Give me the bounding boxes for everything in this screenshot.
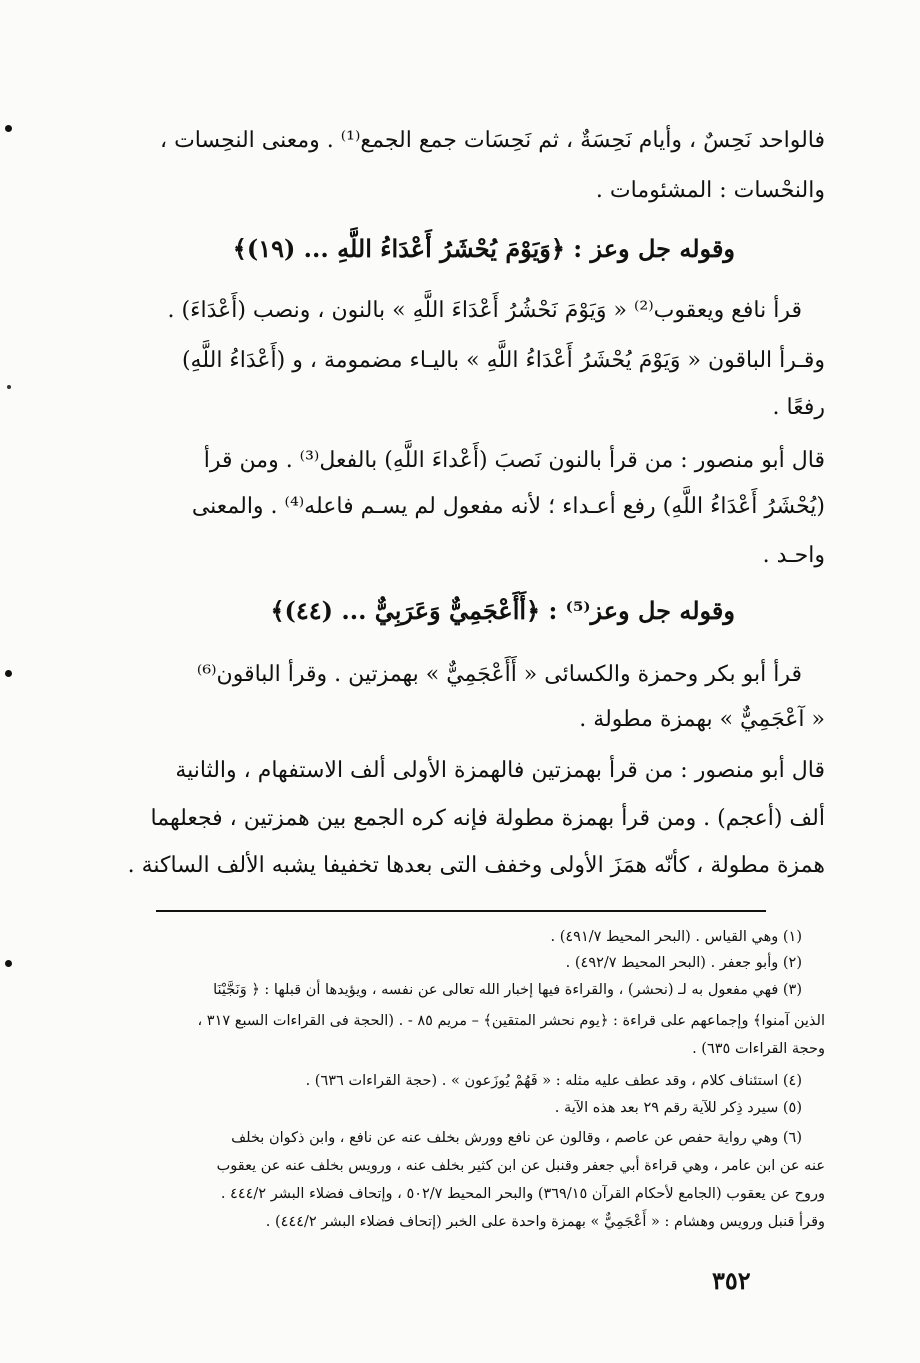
verse-heading: وقوله جل وعز⁽⁵⁾ : ﴿أَأَعْجَمِيٌّ وَعَرَبِيٌّ ... (٤٤)﴾ — [270, 596, 735, 625]
margin-mark — [5, 125, 12, 132]
footnote: وحجة القراءات ٦٣٥) . — [692, 1041, 825, 1057]
footnote: (٥) سيرد ذِكر للآية رقم ٢٩ بعد هذه الآية . — [554, 1100, 802, 1116]
body-line: والنحْسات : المشئومات . — [595, 178, 825, 203]
margin-mark — [7, 385, 11, 389]
body-line: قرأ نافع ويعقوب⁽²⁾ « وَيَوْمَ نَحْشُرُ أَعْدَاءَ اللَّهِ » بالنون ، ونصب (أَعْدَاءَ) . — [167, 298, 802, 323]
body-line: رفعًا . — [772, 395, 825, 420]
footnote: (٤) استئناف كلام ، وقد عطف عليه مثله : « فَهُمْ يُوزَعون » . (حجة القراءات ٦٣٦) . — [305, 1073, 802, 1089]
body-line: قرأ أبو بكر وحمزة والكسائى « أَأَعْجَمِيٌّ » بهمزتين . وقرأ الباقون⁽⁶⁾ — [196, 662, 802, 687]
verse-heading: وقوله جل وعز : ﴿وَيَوْمَ يُحْشَرُ أَعْدَاءُ اللَّهِ ... (١٩)﴾ — [232, 234, 735, 263]
footnote-separator — [156, 910, 766, 912]
body-line: واحـد . — [762, 543, 825, 568]
body-line: وقـرأ الباقون « وَيَوْمَ يُحْشَرُ أَعْدَاءُ اللَّهِ » باليـاء مضمومة ، و (أَعْدَاءُ اللَّهِ) — [181, 348, 825, 373]
body-line: همزة مطولة ، كأنّه همَزَ الأولى وخفف التى بعدها تخفيفا يشبه الألف الساكنة . — [127, 853, 825, 878]
body-line: (يُحْشَرُ أَعْدَاءُ اللَّهِ) رفع أعـداء ؛ لأنه مفعول لم يسـم فاعله⁽⁴⁾ . والمعنى — [191, 494, 825, 519]
margin-mark — [5, 960, 12, 967]
footnote: (٦) وهي رواية حفص عن عاصم ، وقالون عن نافع وورش بخلف عنه عن نافع ، وابن ذكوان بخلف — [231, 1130, 802, 1146]
body-line: فالواحد نَحِسٌ ، وأيام نَحِسَةٌ ، ثم نَحِسَات جمع الجمع⁽¹⁾ . ومعنى النحِسات ، — [160, 128, 825, 153]
body-line: قال أبو منصور : من قرأ بهمزتين فالهمزة الأولى ألف الاستفهام ، والثانية — [175, 758, 825, 783]
body-line: « آعْجَمِيٌّ » بهمزة مطولة . — [579, 707, 825, 732]
margin-mark — [5, 670, 12, 677]
footnote: الذين آمنوا﴾ وإجماعهم على قراءة : ﴿يوم نحشر المتقين﴾ – مريم ٨٥ - . (الحجة فى القراءات السبع ٣١٧ ، — [197, 1013, 825, 1029]
footnote: (٣) فهي مفعول به لـ (نحشر) ، والقراءة فيها إخبار الله تعالى عن نفسه ، ويؤيدها أن قبلها : ﴿ وَنَجَّيْنَا — [213, 982, 802, 998]
body-line: ألف (أعجم) . ومن قرأ بهمزة مطولة فإنه كره الجمع بين همزتين ، فجعلهما — [150, 806, 825, 831]
footnote: وقرأ قنبل ورويس وهشام : « أَعْجَمِيٌّ » بهمزة واحدة على الخبر (إتحاف فضلاء البشر ٤٤٤/٢) . — [265, 1214, 825, 1230]
footnote: (١) وهي القياس . (البحر المحيط ٤٩١/٧) . — [550, 929, 802, 945]
footnote: (٢) وأبو جعفر . (البحر المحيط ٤٩٢/٧) . — [565, 955, 802, 971]
body-line: قال أبو منصور : من قرأ بالنون نَصبَ (أَعْداءَ اللَّهِ) بالفعل⁽³⁾ . ومن قرأ — [203, 448, 825, 473]
footnote: عنه عن ابن عامر ، وهي قراءة أبي جعفر وقنبل عن ابن كثير بخلف عنه ، ورويس بخلف عنه عن يعقوب — [216, 1158, 825, 1174]
footnote: وروح عن يعقوب (الجامع لأحكام القرآن ٣٦٩/١٥) والبحر المحيط ٥٠٢/٧ ، وإتحاف فضلاء البشر ٤٤٤/٢ . — [220, 1186, 825, 1202]
page-number: ٣٥٢ — [712, 1266, 751, 1295]
